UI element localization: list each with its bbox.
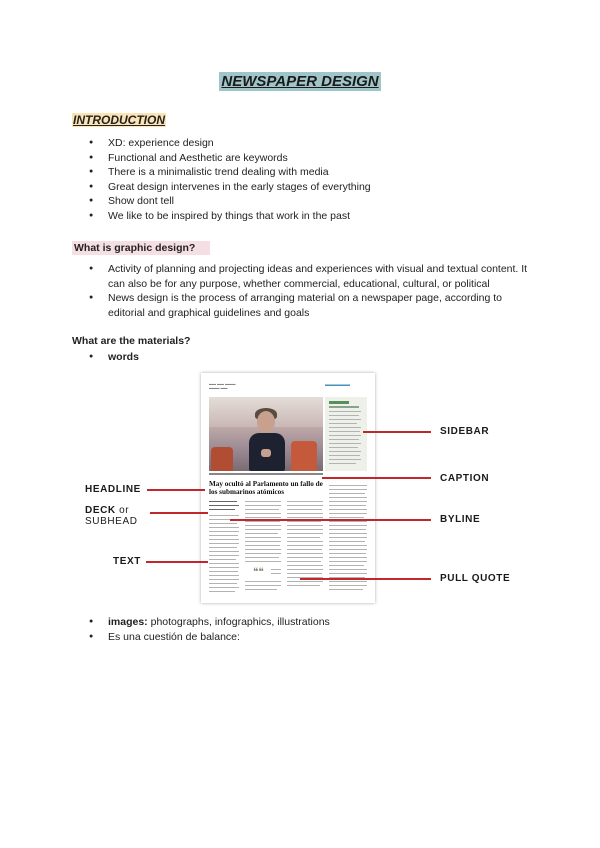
arrow-headline: [147, 489, 205, 491]
masthead-left: ▬▬ ▬▬ ▬▬▬ ▬▬▬ ▬▬: [209, 382, 236, 390]
label-text: TEXT: [113, 556, 141, 567]
materials-list: [89, 350, 139, 365]
label-subhead: SUBHEAD: [85, 516, 138, 527]
graphic-design-list: [89, 262, 537, 320]
label-sidebar: SIDEBAR: [440, 426, 490, 437]
materials-bottom-list: [89, 615, 330, 644]
list-item: ● Functional and Aesthetic are keywords: [89, 151, 371, 166]
label-deck: DECK or: [85, 505, 130, 516]
label-headline: HEADLINE: [85, 484, 141, 495]
newspaper-headline: May ocultó al Parlamento un fallo de los submarinos atómicos: [209, 480, 323, 496]
list-item: ● images: photographs, infographics, illustrations: [89, 615, 330, 630]
label-caption: CAPTION: [440, 473, 490, 484]
arrow-byline: [230, 519, 431, 521]
newspaper-photo: [209, 397, 323, 471]
newspaper-sidebar: [325, 397, 367, 471]
list-item: ● Great design intervenes in the early stages of everything: [89, 180, 371, 195]
masthead-logo: ▬▬▬▬▬: [325, 382, 350, 388]
list-item: ● Show dont tell: [89, 194, 371, 209]
newspaper-figure: [201, 373, 375, 603]
arrow-sidebar: [363, 431, 431, 433]
list-item: ● We like to be inspired by things that work in the past: [89, 209, 371, 224]
list-item: ● Es una cuestión de balance:: [89, 630, 330, 645]
list-item: ● There is a minimalistic trend dealing with media: [89, 165, 371, 180]
materials-heading: What are the materials?: [72, 335, 191, 347]
list-item: ● Activity of planning and projecting ideas and experiences with visual and textual content. It can also be for any purpose, whether commercial, educational, cultural, or political: [89, 262, 537, 291]
page-title-wrap: [0, 73, 600, 91]
page-title: NEWSPAPER DESIGN: [221, 73, 379, 90]
newspaper-caption: [209, 473, 323, 475]
label-pull-quote: PULL QUOTE: [440, 573, 511, 584]
intro-list: [89, 136, 371, 224]
label-byline: BYLINE: [440, 514, 481, 525]
list-item: ● News design is the process of arranging material on a newspaper page, according to editorial and graphical guidelines and goals: [89, 291, 537, 320]
arrow-text: [146, 561, 208, 563]
pull-quote-mark-icon: ❝❝: [253, 567, 264, 578]
list-item: ● XD: experience design: [89, 136, 371, 151]
arrow-caption: [322, 477, 431, 479]
intro-heading: INTRODUCTION: [73, 113, 165, 127]
list-item: ● words: [89, 350, 139, 365]
arrow-deck: [150, 512, 208, 514]
graphic-design-heading: What is graphic design?: [72, 241, 210, 255]
arrow-pull-quote: [300, 578, 431, 580]
